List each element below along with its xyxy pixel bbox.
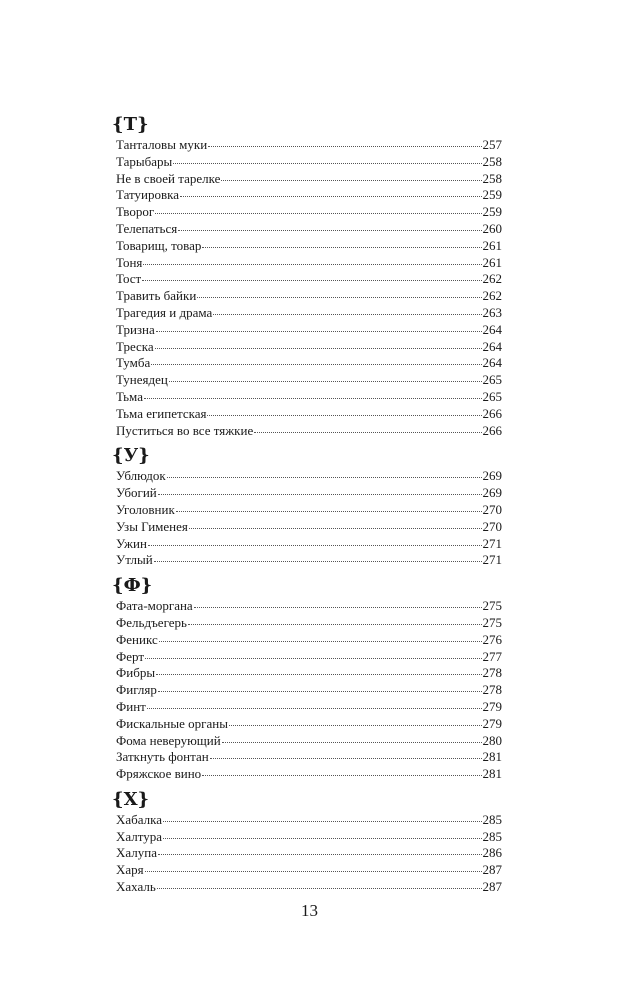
- section-heading: {У}: [112, 445, 150, 467]
- entry-page-number: 278: [482, 665, 502, 681]
- entry-title: Ублюдок: [116, 468, 166, 484]
- entry-page-number: 278: [482, 682, 502, 698]
- entry-page-number: 262: [482, 288, 502, 304]
- entry-title: Фельдъегерь: [116, 614, 187, 630]
- toc-section: [112, 445, 502, 569]
- entry-page-number: 281: [482, 766, 502, 782]
- toc-entry: [116, 137, 502, 154]
- toc-entry: [116, 536, 502, 553]
- entry-title: Фискальные органы: [116, 715, 228, 731]
- entry-title: Ужин: [116, 535, 147, 551]
- dot-leader: [154, 560, 482, 562]
- entry-page-number: 263: [482, 304, 502, 320]
- entry-page-number: 262: [482, 271, 502, 287]
- entry-page-number: 264: [482, 321, 502, 337]
- entry-title: Тост: [116, 271, 142, 287]
- entry-page-number: 271: [482, 535, 502, 551]
- entry-title: Узы Гименея: [116, 518, 188, 534]
- entry-page-number: 275: [482, 614, 502, 630]
- entry-page-number: 258: [482, 153, 502, 169]
- toc-entry: [116, 423, 502, 440]
- toc-entry: [116, 255, 502, 272]
- dot-leader: [163, 820, 481, 822]
- entry-page-number: 275: [482, 598, 502, 614]
- entry-page-number: 261: [482, 254, 502, 270]
- dot-leader: [156, 673, 481, 675]
- toc-entry: [116, 288, 502, 305]
- dot-leader: [208, 145, 481, 147]
- entry-title: Треска: [116, 338, 154, 354]
- entry-title: Тризна: [116, 321, 155, 337]
- entry-title: Ферт: [116, 648, 145, 664]
- entry-page-number: 271: [482, 552, 502, 568]
- toc-entry: [116, 389, 502, 406]
- entry-title: Харя: [116, 862, 144, 878]
- toc-entry: [116, 171, 502, 188]
- entry-title: Уголовник: [116, 501, 175, 517]
- dot-leader: [213, 313, 481, 315]
- entry-title: Халтура: [116, 828, 163, 844]
- dot-leader: [145, 657, 481, 659]
- entry-title: Травить байки: [116, 288, 197, 304]
- dot-leader: [151, 363, 481, 365]
- dot-leader: [207, 414, 481, 416]
- entry-page-number: 281: [482, 749, 502, 765]
- dot-leader: [178, 229, 481, 231]
- entry-title: Тьма: [116, 388, 143, 404]
- dot-leader: [222, 741, 482, 743]
- table-of-contents: [112, 114, 502, 902]
- entry-title: Татуировка: [116, 187, 180, 203]
- entry-title: Товарищ, товар: [116, 237, 202, 253]
- toc-section: [112, 114, 502, 439]
- dot-leader: [148, 544, 482, 546]
- toc-entry: [116, 716, 502, 733]
- toc-entry: [116, 552, 502, 569]
- entry-page-number: 264: [482, 355, 502, 371]
- toc-entry: [116, 468, 502, 485]
- toc-entry: [116, 749, 502, 766]
- dot-leader: [156, 330, 482, 332]
- entry-page-number: 269: [482, 485, 502, 501]
- dot-leader: [167, 476, 482, 478]
- toc-entry: [116, 829, 502, 846]
- entry-page-number: 287: [482, 879, 502, 895]
- toc-entry: [116, 649, 502, 666]
- toc-entry: [116, 485, 502, 502]
- entry-title: Тумба: [116, 355, 151, 371]
- toc-entry: [116, 845, 502, 862]
- toc-entry: [116, 355, 502, 372]
- entry-title: Феникс: [116, 631, 158, 647]
- dot-leader: [158, 853, 482, 855]
- entry-page-number: 285: [482, 828, 502, 844]
- toc-entry: [116, 305, 502, 322]
- dot-leader: [254, 431, 481, 433]
- entry-title: Тоня: [116, 254, 143, 270]
- entry-page-number: 270: [482, 501, 502, 517]
- entry-page-number: 276: [482, 631, 502, 647]
- toc-entry: [116, 154, 502, 171]
- toc-entry: [116, 221, 502, 238]
- toc-entry: [116, 812, 502, 829]
- dot-leader: [189, 527, 482, 529]
- section-heading: {Х}: [112, 788, 150, 810]
- entry-title: Не в своей тарелке: [116, 170, 221, 186]
- toc-entry: [116, 372, 502, 389]
- entry-title: Тунеядец: [116, 372, 168, 388]
- dot-leader: [194, 606, 482, 608]
- entry-title: Телепаться: [116, 220, 178, 236]
- dot-leader: [197, 296, 481, 298]
- section-heading: {Т}: [112, 114, 149, 135]
- dot-leader: [158, 690, 482, 692]
- dot-leader: [155, 347, 482, 349]
- entry-page-number: 287: [482, 862, 502, 878]
- entry-page-number: 279: [482, 698, 502, 714]
- toc-entry: [116, 733, 502, 750]
- entry-page-number: 259: [482, 187, 502, 203]
- section-heading: {Ф}: [112, 575, 153, 597]
- dot-leader: [159, 640, 482, 642]
- entry-page-number: 265: [482, 372, 502, 388]
- dot-leader: [210, 757, 482, 759]
- toc-entry: [116, 682, 502, 699]
- dot-leader: [155, 212, 481, 214]
- dot-leader: [144, 397, 482, 399]
- entry-title: Хабалка: [116, 811, 163, 827]
- toc-entry: [116, 519, 502, 536]
- dot-leader: [145, 870, 482, 872]
- dot-leader: [221, 179, 481, 181]
- dot-leader: [188, 623, 482, 625]
- toc-entry: [116, 615, 502, 632]
- dot-leader: [202, 774, 481, 776]
- toc-entry: [116, 238, 502, 255]
- entry-title: Пуститься во все тяжкие: [116, 422, 254, 438]
- entry-title: Финт: [116, 698, 146, 714]
- entry-page-number: 264: [482, 338, 502, 354]
- toc-entry: [116, 665, 502, 682]
- dot-leader: [202, 246, 481, 248]
- toc-entry: [116, 502, 502, 519]
- entry-page-number: 286: [482, 845, 502, 861]
- entry-title: Фибры: [116, 665, 156, 681]
- entry-page-number: 266: [482, 405, 502, 421]
- dot-leader: [229, 724, 482, 726]
- entry-page-number: 270: [482, 518, 502, 534]
- toc-entry: [116, 271, 502, 288]
- entry-title: Фата-моргана: [116, 598, 193, 614]
- toc-entry: [116, 339, 502, 356]
- entry-page-number: 280: [482, 732, 502, 748]
- toc-entry: [116, 766, 502, 783]
- toc-section: [112, 575, 502, 783]
- entry-page-number: 285: [482, 811, 502, 827]
- toc-entry: [116, 699, 502, 716]
- entry-title: Танталовы муки: [116, 137, 208, 152]
- toc-entry: [116, 322, 502, 339]
- toc-entry: [116, 204, 502, 221]
- entry-page-number: 258: [482, 170, 502, 186]
- entry-page-number: 266: [482, 422, 502, 438]
- dot-leader: [157, 887, 482, 889]
- entry-page-number: 269: [482, 468, 502, 484]
- entry-title: Творог: [116, 204, 155, 220]
- entry-title: Фряжское вино: [116, 766, 202, 782]
- toc-entry: [116, 406, 502, 423]
- page-number: 13: [301, 901, 318, 920]
- toc-section: [112, 788, 502, 896]
- dot-leader: [158, 493, 482, 495]
- entry-title: Убогий: [116, 485, 157, 501]
- entry-page-number: 261: [482, 237, 502, 253]
- entry-title: Тьма египетская: [116, 405, 207, 421]
- toc-entry: [116, 598, 502, 615]
- dot-leader: [176, 510, 482, 512]
- dot-leader: [180, 195, 481, 197]
- dot-leader: [147, 707, 482, 709]
- entry-title: Хахаль: [116, 879, 156, 895]
- entry-title: Фома неверующий: [116, 732, 221, 748]
- entry-page-number: 260: [482, 220, 502, 236]
- toc-entry: [116, 187, 502, 204]
- dot-leader: [163, 837, 481, 839]
- dot-leader: [143, 263, 481, 265]
- entry-page-number: 277: [482, 648, 502, 664]
- entry-title: Заткнуть фонтан: [116, 749, 209, 765]
- entry-title: Утлый: [116, 552, 153, 568]
- entry-page-number: 257: [482, 137, 502, 152]
- entry-title: Тарыбары: [116, 153, 173, 169]
- dot-leader: [142, 279, 481, 281]
- dot-leader: [169, 380, 482, 382]
- toc-entry: [116, 862, 502, 879]
- entry-page-number: 265: [482, 388, 502, 404]
- dot-leader: [173, 162, 481, 164]
- entry-title: Фигляр: [116, 682, 157, 698]
- entry-page-number: 279: [482, 715, 502, 731]
- toc-entry: [116, 879, 502, 896]
- entry-title: Трагедия и драма: [116, 304, 213, 320]
- entry-title: Халупа: [116, 845, 157, 861]
- toc-entry: [116, 632, 502, 649]
- entry-page-number: 259: [482, 204, 502, 220]
